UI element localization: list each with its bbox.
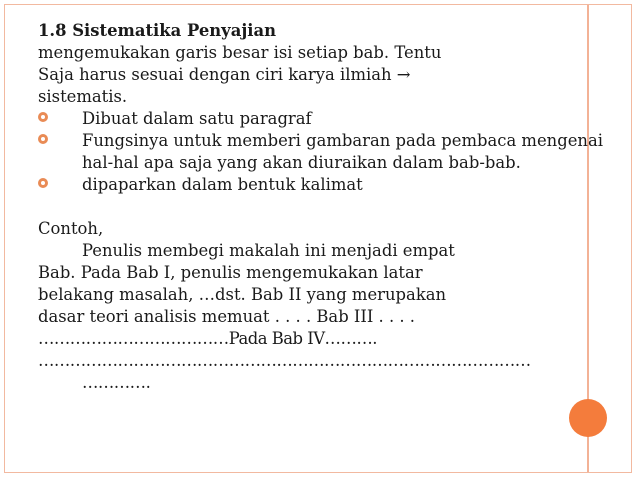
example-line-5: ………………………………Pada Bab IV………. <box>38 329 377 348</box>
example-line-1: Penulis membegi makalah ini menjadi empat <box>82 241 455 260</box>
bullet-text: Fungsinya untuk memberi gambaran pada pembaca mengenai <box>82 131 603 150</box>
slide-title: 1.8 Sistematika Penyajian <box>38 21 277 40</box>
spacer <box>38 196 598 218</box>
example-line-6: ………………………………………………………………………………… <box>38 351 531 370</box>
bullet-item-2 <box>38 130 603 174</box>
intro-line-1: mengemukakan garis besar isi setiap bab. Tentu <box>38 43 442 62</box>
bullet-text-continued: hal-hal apa saja yang akan diuraikan dalam bab-bab. <box>82 153 521 172</box>
decorative-orange-circle <box>569 399 607 437</box>
bullet-ring-icon <box>38 134 48 144</box>
intro-line-3: sistematis. <box>38 87 128 106</box>
example-line-7: …………. <box>82 373 151 392</box>
bullet-item-1 <box>38 108 598 130</box>
bullet-text: Dibuat dalam satu paragraf <box>82 109 312 128</box>
bullet-text: dipaparkan dalam bentuk kalimat <box>82 175 363 194</box>
slide-content <box>38 20 603 394</box>
example-line-2: Bab. Pada Bab I, penulis mengemukakan latar <box>38 263 423 282</box>
example-line-3: belakang masalah, …dst. Bab II yang merupakan <box>38 285 447 304</box>
example-label: Contoh, <box>38 219 104 238</box>
bullet-ring-icon <box>38 178 48 188</box>
bullet-item-3 <box>38 174 598 196</box>
bullet-ring-icon <box>38 112 48 122</box>
example-line-4: dasar teori analisis memuat . . . . Bab III . . . . <box>38 307 416 326</box>
intro-line-2: Saja harus sesuai dengan ciri karya ilmiah → <box>38 65 411 84</box>
